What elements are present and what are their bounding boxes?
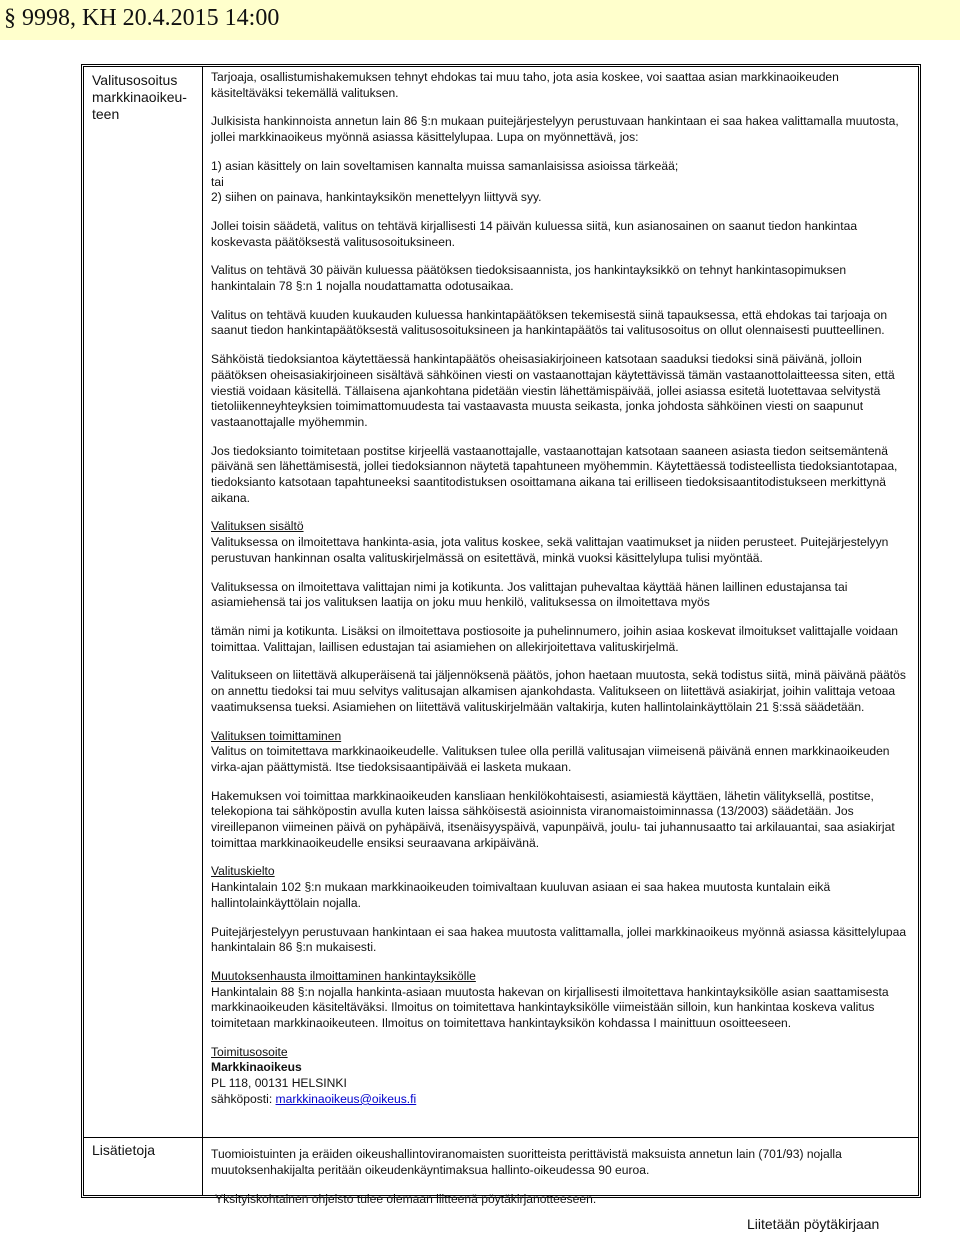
section-toimittaminen	[211, 729, 911, 776]
label-valitusosoitus-1: Valitusosoitus	[92, 72, 178, 88]
paragraph: Valitus on tehtävä kuuden kuukauden kuluessa hankintapäätöksen tekemisestä siinä tapauksessa, että ehdokas tai tarjoaja on saanut tiedon hankintapäätöksestä valitusosoituksineen ja hankintapäätös tai valitusosoitus on ollut olennaisesti puutteellinen.	[211, 307, 888, 338]
section-heading: Valituskielto	[211, 864, 275, 879]
paragraph: Yksityiskohtainen ohjeisto tulee olemaan liitteenä pöytäkirjanotteeseen.	[215, 1192, 597, 1207]
section-heading: Toimitusosoite	[211, 1044, 288, 1059]
footer-note: Liitetään pöytäkirjaan	[747, 1216, 880, 1232]
document-header: § 9998, KH 20.4.2015 14:00	[4, 5, 280, 31]
section-text: Valituksessa on ilmoitettava hankinta-asia, jota valitus koskee, sekä valittajan vaatimukset ja niiden perusteet. Puitejärjestelyyn perustuvan hankinnan osalta valituskirjelmässä on esitettävä, minkä vuoksi käsittelylupa tulisi myöntää.	[211, 535, 889, 565]
paragraph: Tarjoaja, osallistumishakemuksen tehnyt ehdokas tai muu taho, jota asia koskee, voi saattaa asian markkinaoikeuden käsiteltäväksi tekemällä valituksen.	[211, 70, 839, 100]
section-heading: Valituksen toimittaminen	[211, 728, 342, 743]
paragraph: Jos tiedoksianto toimitetaan postitse kirjeellä vastaanottajalle, vastaanottajan katsotaan saaneen asiasta tiedon seitsemäntenä päivänä sen lähettämisestä, jollei tiedoksiannon näytetä tapahtuneen myöhemmin. Käytettäessä todisteellista tiedoksiantotapaa, tiedoksianto katsotaan tapahtuneeksi saantitodistuksen osoittamana aikana tai erilliseen tiedoksisaantitodistukseen merkittynä aikana.	[211, 443, 898, 505]
paragraph: Puitejärjestelyyn perustuvaan hankintaan ei saa hakea muutosta valittamalla, jollei markkinaoikeus myönnä asiassa käsittelylupaa hankintalain 86 §:n mukaisesti.	[211, 924, 907, 955]
appeal-instructions	[211, 70, 911, 1121]
condition-2: 2) siihen on painava, hankintayksikön menettelyyn liittyvä syy.	[211, 190, 542, 205]
paragraph: Jollei toisin säädetä, valitus on tehtävä kirjallisesti 14 päivän kuluessa siitä, kun asianosainen on saanut tiedon hankintaa koskevasta päätöksestä valitusosoituksineen.	[211, 218, 858, 249]
label-valitusosoitus-2: markkinaoikeu-	[92, 89, 187, 105]
section-text: Hankintalain 102 §:n mukaan markkinaoikeuden toimivaltaan kuuluvan asiaan ei saa hakea muutosta kuntalain eikä hallintolainkäyttölain nojalla.	[211, 880, 831, 910]
paragraph: Tuomioistuinten ja eräiden oikeushallintoviranomaisten suoritteista perittävistä maksuista annetun lain (701/93) nojalla muutoksenhakijalta peritään oikeudenkäyntimaksua hallinto-oikeudessa 90 euroa.	[211, 1147, 842, 1177]
paragraph: Valitus on tehtävä 30 päivän kuluessa päätöksen tiedoksisaannista, jos hankintayksikkö on tehnyt hankintasopimuksen hankintalain 78 §:n 1 nojalla noudattamatta odotusaikaa.	[211, 263, 847, 294]
section-heading: Valituksen sisältö	[211, 519, 304, 534]
section-muutoshaku	[211, 969, 911, 1032]
section-text: Hankintalain 88 §:n nojalla hankinta-asiaan muutosta hakevan on kirjallisesti ilmoitettava hankintayksikölle asian saattamisesta markkinaoikeuden käsiteltäväksi. Ilmoitus on toimitettava hankintayksikölle viimeistään silloin, kun hankintaa koskeva valitus toimitetaan markkinaoikeuteen. Ilmoitus on toimitettava hankintayksikön kohdassa I mainittuun osoitteeseen.	[211, 984, 889, 1031]
email-link[interactable]: markkinaoikeus@oikeus.fi	[275, 1091, 417, 1106]
condition-1: 1) asian käsittely on lain soveltamisen kannalta muissa samanlaisissa asioissa tärkeää;	[211, 158, 679, 173]
paragraph: tämän nimi ja kotikunta. Lisäksi on ilmoitettava postiosoite ja puhelinnumero, joihin asiaa koskevat ilmoitukset valittajalle voidaan toimittaa. Valittajan, laillisen edustajan tai asiamiehen on allekirjoitettava valituskirjelmä.	[211, 623, 899, 654]
paragraph-conditions	[211, 159, 911, 206]
row-divider	[83, 1137, 919, 1138]
paragraph: Valitukseen on liitettävä alkuperäisenä tai jäljennöksenä päätös, johon haetaan muutosta, sekä todistus siitä, minä päivänä päätös on annettu tiedoksi tai muu selvitys valitusajan alkamisen ajankohdasta. Valitukseen on liitettävä asiakirjat, joihin valittaja vetoaa vaatimuksensa tueksi. Asiamiehen on liitettävä valituskirjelmään valtakirja, kuten hallintolainkäyttölain 21 §:ssä säädetään.	[211, 668, 906, 714]
section-heading: Muutoksenhausta ilmoittaminen hankintayksikölle	[211, 968, 476, 983]
section-text: Valitus on toimitettava markkinaoikeudelle. Valituksen tulee olla perillä valitusajan viimeisenä päivänä ennen markkinaoikeuden virka-ajan päättymistä. Itse tiedoksisaantipäivää ei lasketa mukaan.	[211, 744, 890, 774]
address-block	[211, 1045, 911, 1108]
paragraph: Hakemuksen voi toimittaa markkinaoikeuden kansliaan henkilökohtaisesti, asiamiestä käyttäen, lähetin välityksellä, postitse, telekopiona tai sähköpostin avulla kuten laissa sähköisestä asioinnista viranomaistoiminnassa (13/2003) säädetään. Jos vireillepanon viimeinen päivä on pyhäpäivä, itsenäisyyspäivä, vapunpäivä, joulu- tai juhannusaatto tai arkilauantai, saa asiakirjat toimittaa markkinaoikeudelle ensiksi seuraavana arkipäivänä.	[211, 788, 895, 850]
paragraph: Valituksessa on ilmoitettava valittajan nimi ja kotikunta. Jos valittajan puhevaltaa käyttää hänen laillinen edustajansa tai asiamiehensä tai jos valituksen laatija on joku muu henkilö, valituksessa on ilmoitettava myös	[211, 579, 848, 610]
address-street: PL 118, 00131 HELSINKI	[211, 1076, 347, 1091]
paragraph: Julkisista hankinnoista annetun lain 86 §:n mukaan puitejärjestelyyn perustuvaan hankintaan ei saa hakea valittamalla muutosta, jollei markkinaoikeus myönnä asiassa käsittelylupaa. Lupa on myönnettävä, jos:	[211, 114, 899, 145]
label-valitusosoitus-3: teen	[92, 106, 120, 122]
label-lisatietoja: Lisätietoja	[92, 1142, 156, 1158]
additional-info	[211, 1147, 911, 1222]
section-sisalto	[211, 519, 911, 566]
condition-or: tai	[211, 174, 224, 189]
email-label: sähköposti:	[211, 1091, 276, 1106]
paragraph: Sähköistä tiedoksiantoa käytettäessä hankintapäätös oheisasiakirjoineen katsotaan saaduksi tiedoksi sinä päivänä, jolloin päätöksen oheisasiakirjoineen sisältävä sähköinen viesti on vastaanottajan käytettävissä tämän vastaanottolaitteessa siten, että viestiä voidaan käsitellä. Tällaisena ajankohtana pidetään viestin lähettämispäivää, jollei asiassa esitetä luotettavaa selvitystä tietoliikenneyhteyksien toimimattomuudesta tai vastaavasta muusta seikasta, jonka johdosta sähköinen viesti on saapunut vastaanottajalle myöhemmin.	[211, 352, 895, 429]
section-kielto	[211, 864, 911, 911]
address-name: Markkinaoikeus	[211, 1060, 302, 1075]
column-divider	[202, 66, 203, 1196]
